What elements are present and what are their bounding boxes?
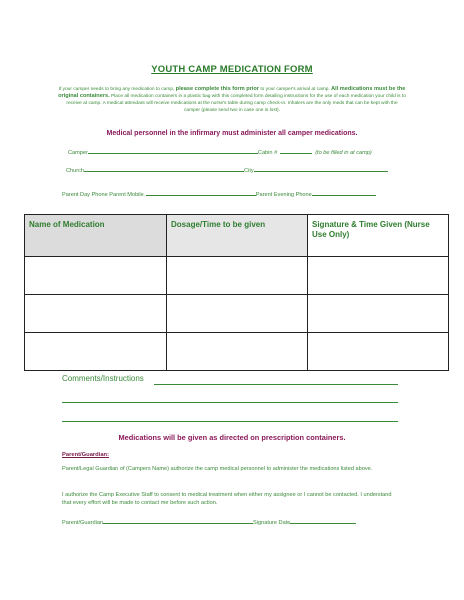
intro-text-3: Place all medication containers in a plastic bag with this completed form detailing instructions for the use of each medication your child is to receive at camp. A medical attendant will receive medications at the nurse's table during camp check-in. Inhalers are the only meds that can be kept with the camper (please send two in case one is lost). [66, 94, 406, 113]
authorize-paragraph: Parent/Legal Guardian of (Campers Name) authorize the camp medical personnel to administer the medications listed above. [62, 466, 373, 472]
header-medication-name: Name of Medication [25, 215, 167, 257]
camper-label: Camper [68, 150, 88, 156]
evening-phone-label: Parent Evening Phone [255, 192, 312, 198]
phone-row [62, 189, 376, 198]
dosage-cell[interactable] [167, 295, 308, 333]
cabin-note: (to be filled in at camp) [315, 150, 372, 156]
form-title: YOUTH CAMP MEDICATION FORM [151, 64, 313, 75]
camper-field[interactable] [88, 147, 258, 154]
header-signature-time: Signature & Time Given (Nurse Use Only) [308, 215, 449, 257]
signature-cell[interactable] [308, 295, 449, 333]
table-row [25, 333, 449, 371]
signature-row [62, 517, 356, 526]
church-city-row [66, 165, 388, 174]
intro-text-2: to your camper's arrival at camp. [258, 87, 332, 92]
comments-label: Comments/Instructions [62, 374, 144, 383]
parent-guardian-heading: Parent/Guardian: [62, 452, 110, 458]
medication-cell[interactable] [25, 333, 167, 371]
signature-cell[interactable] [308, 257, 449, 295]
day-phone-label: Parent Day Phone Parent Mobile [62, 192, 144, 198]
table-header-row [25, 215, 449, 257]
cabin-label: Cabin # [257, 150, 278, 156]
comments-line-3[interactable] [62, 421, 398, 422]
comments-line-1[interactable] [154, 384, 398, 385]
dosage-cell[interactable] [167, 333, 308, 371]
church-label: Church [66, 168, 85, 174]
medication-table [24, 214, 449, 371]
city-field[interactable] [254, 165, 388, 172]
church-field[interactable] [84, 165, 244, 172]
parent-guardian-field[interactable] [103, 517, 253, 524]
directed-notice: Medications will be given as directed on prescription containers. [118, 433, 346, 442]
parent-guardian-label: Parent/Guardian [62, 520, 104, 526]
medication-cell[interactable] [25, 295, 167, 333]
signature-date-label: Signature Date [253, 520, 291, 526]
intro-bold-1: please complete this form prior [175, 86, 259, 92]
camper-cabin-row [68, 147, 372, 156]
consent-paragraph: I authorize the Camp Executive Staff to consent to medical treatment when either my assignee or I cannot be contacted. I understand that every effort will be made to contact me before such action. [62, 492, 392, 506]
intro-paragraph [58, 86, 406, 114]
header-dosage-time: Dosage/Time to be given [167, 215, 308, 257]
evening-phone-field[interactable] [312, 189, 376, 196]
intro-bold-2: All medications must be the original containers. [58, 86, 406, 99]
signature-date-field[interactable] [290, 517, 356, 524]
cabin-field[interactable] [280, 147, 312, 154]
comments-line-2[interactable] [62, 402, 398, 403]
day-phone-field[interactable] [146, 189, 256, 196]
table-row [25, 295, 449, 333]
infirmary-notice: Medical personnel in the infirmary must administer all camper medications. [106, 130, 358, 137]
signature-cell[interactable] [308, 333, 449, 371]
city-label: City [244, 168, 254, 174]
medication-cell[interactable] [25, 257, 167, 295]
dosage-cell[interactable] [167, 257, 308, 295]
intro-text-1: If your camper needs to bring any medication to camp, [58, 87, 176, 92]
table-row [25, 257, 449, 295]
